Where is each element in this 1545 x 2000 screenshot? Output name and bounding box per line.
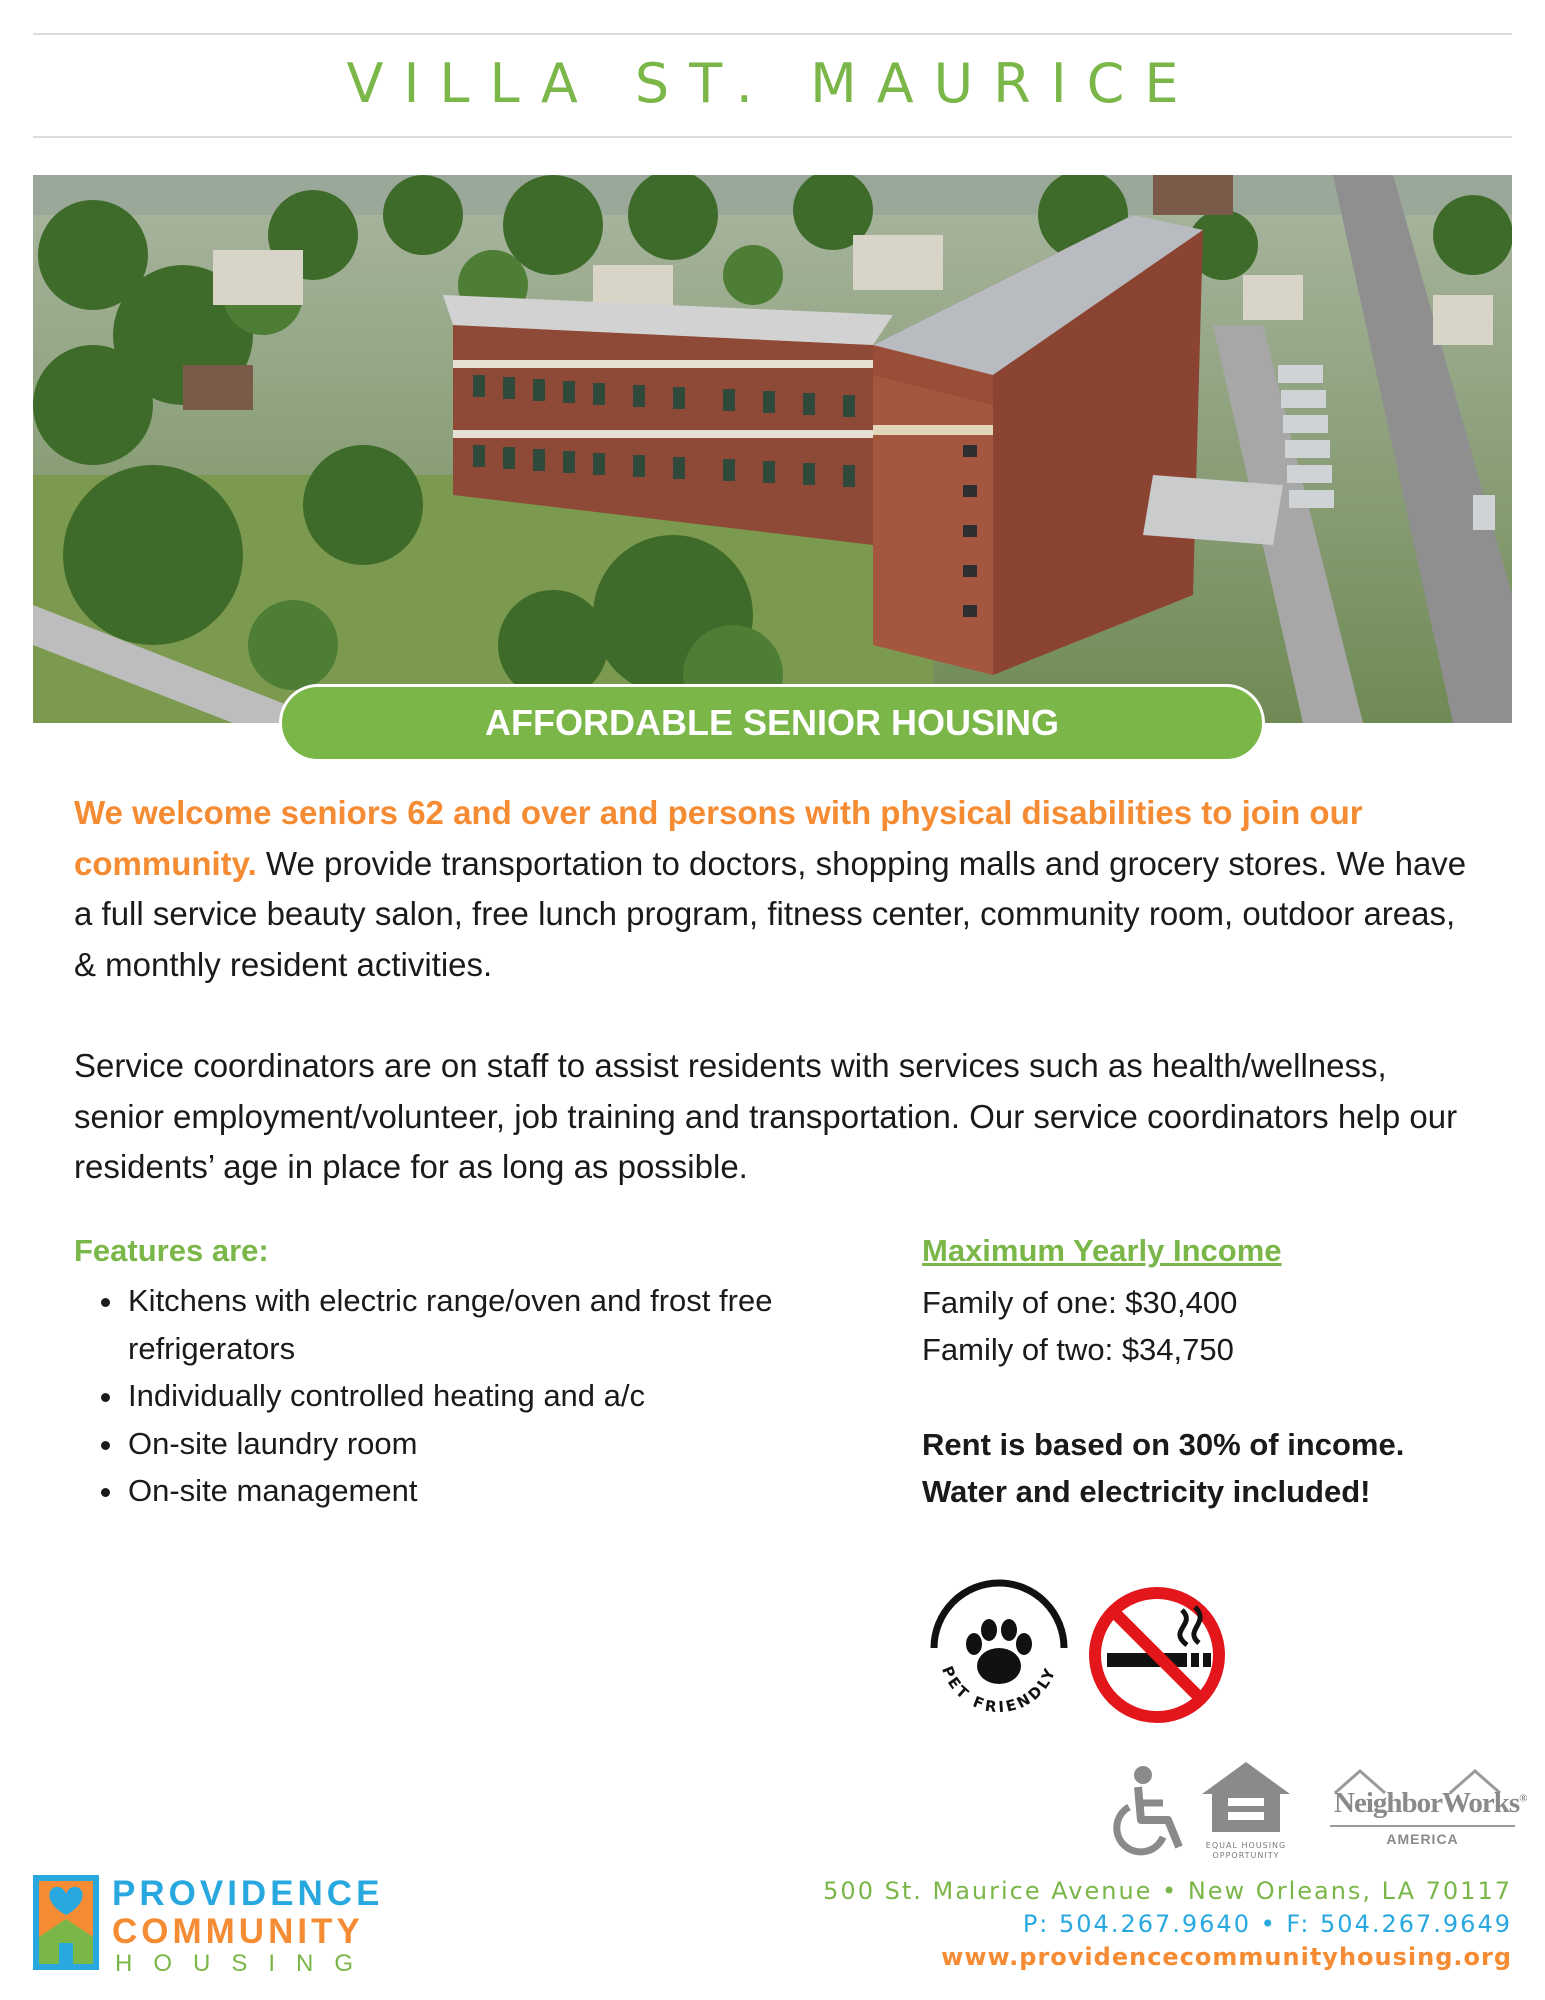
intro-highlight: We welcome seniors 62 and over and persons with physical disabilities to join our community.: [74, 794, 1363, 882]
features-list: [74, 1277, 874, 1515]
logo-text-housing: HOUSING: [115, 1950, 375, 1977]
footer-address: 500 St. Maurice Avenue • New Orleans, LA 70117: [823, 1877, 1512, 1905]
title-rule: [33, 136, 1512, 138]
rent-note: Rent is based on 30% of income.: [922, 1427, 1405, 1462]
neighborworks-sub: AMERICA: [1386, 1831, 1459, 1847]
feature-item: • Kitchens with electric range/oven and frost free refrigerators: [126, 1277, 874, 1372]
intro-paragraph: [74, 788, 1474, 990]
feature-item: • On-site management: [126, 1467, 874, 1515]
equal-housing-label: EQUAL HOUSING: [1205, 1841, 1287, 1850]
page-title: VILLA ST. MAURICE: [346, 52, 1199, 115]
income-line-one: Family of one: $30,400: [922, 1285, 1238, 1320]
utilities-note: Water and electricity included!: [922, 1474, 1371, 1509]
feature-item: • Individually controlled heating and a/c: [126, 1372, 874, 1420]
intro-rest: We provide transportation to doctors, shopping malls and grocery stores. We have a full service beauty salon, free lunch program, fitness center, community room, outdoor areas, & monthly resident activities.: [74, 844, 1467, 983]
logo-text-providence: PROVIDENCE: [112, 1874, 384, 1913]
neighborworks-label: NeighborWorks: [1334, 1787, 1520, 1819]
feature-item: • On-site laundry room: [126, 1420, 874, 1468]
features-heading: Features are:: [74, 1233, 269, 1268]
pet-friendly-icon: [924, 1578, 1074, 1728]
footer-phones: P: 504.267.9640 • F: 504.267.9649: [1022, 1910, 1512, 1938]
registered-mark: ®: [1519, 1792, 1527, 1805]
pet-friendly-label: PET FRIENDLY: [938, 1663, 1060, 1717]
no-smoking-icon: [1087, 1585, 1227, 1725]
providence-house-logo-icon: [33, 1875, 99, 1970]
wheelchair-accessibility-icon: [1113, 1765, 1193, 1857]
top-rule: [33, 33, 1512, 35]
equal-housing-label: OPPORTUNITY: [1212, 1851, 1280, 1860]
footer-website-link[interactable]: www.providencecommunityhousing.org: [941, 1943, 1512, 1971]
neighborworks-logo: [1330, 1765, 1527, 1855]
service-coordinators-paragraph: Service coordinators are on staff to assist residents with services such as health/wellness, senior employment/volunteer, job training and transportation. Our service coordinators help our residents’ age in place for as long as possible.: [74, 1047, 1458, 1185]
income-line-two: Family of two: $34,750: [922, 1332, 1234, 1367]
equal-housing-opportunity-icon: [1198, 1758, 1294, 1862]
building-aerial-photo: [33, 175, 1512, 723]
income-heading: Maximum Yearly Income: [922, 1233, 1282, 1268]
logo-text-community: COMMUNITY: [112, 1912, 364, 1951]
affordable-housing-banner: AFFORDABLE SENIOR HOUSING: [279, 684, 1265, 762]
